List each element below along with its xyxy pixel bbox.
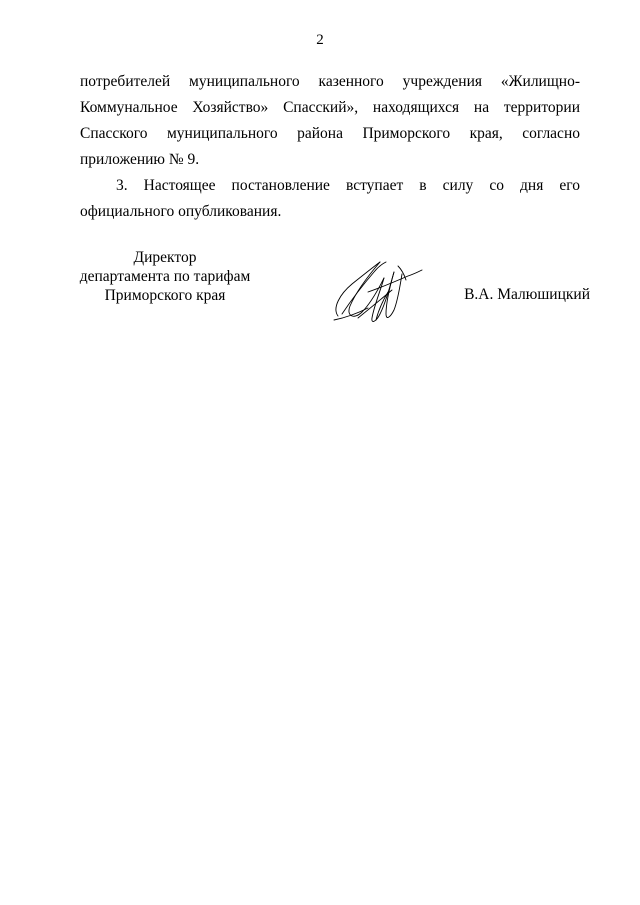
handwritten-signature [328,256,424,326]
paragraph-3: 3. Настоящее постановление вступает в силу со дня его официального опубликования. [80,177,580,220]
signer-title [70,248,260,305]
document-body [80,69,580,225]
signer-title-line-3: Приморского края [104,287,226,304]
signer-name: В.А. Малюшицкий [464,286,590,303]
paragraph-continuation [80,69,580,173]
page-number: 2 [316,32,324,48]
signature-block [0,248,640,338]
signer-title-line-1: Директор [133,249,197,266]
paragraph-continuation-rest: Коммунальное Хозяйство» Спасский», находящихся на территории Спасского муниципального района Приморского края, согласно приложению № 9. [80,99,580,168]
paragraph-continuation-first-line: потребителей муниципального казенного учреждения «Жилищно- [80,73,580,90]
signer-title-line-2: департамента по тарифам [79,268,251,285]
